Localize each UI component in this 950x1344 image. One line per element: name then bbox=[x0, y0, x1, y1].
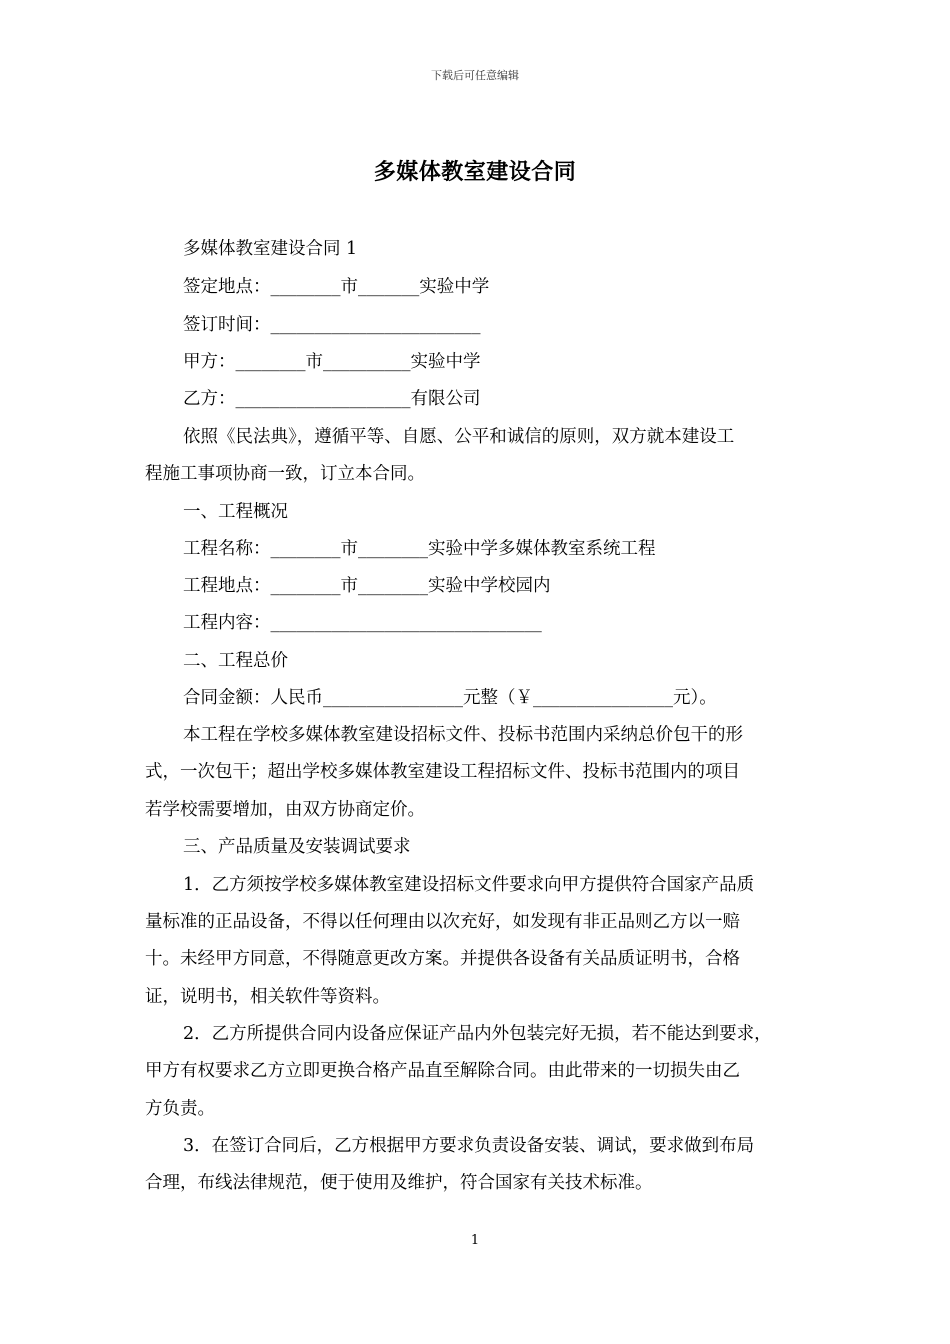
paragraph-line: 式，一次包干；超出学校多媒体教室建设工程招标文件、投标书范围内的项目 bbox=[145, 762, 740, 782]
section-heading: 一、工程概况 bbox=[183, 502, 288, 522]
page-number: 1 bbox=[470, 1233, 480, 1248]
paragraph-line: 合理，布线法律规范，便于使用及维护，符合国家有关技术标准。 bbox=[145, 1173, 653, 1193]
paragraph-line: 2．乙方所提供合同内设备应保证产品内外包装完好无损，若不能达到要求， bbox=[183, 1024, 772, 1044]
party-b-line: 乙方：____________________有限公司 bbox=[183, 389, 481, 409]
project-location-line: 工程地点：________市________实验中学校园内 bbox=[183, 576, 551, 596]
paragraph-line: 证，说明书，相关软件等资料。 bbox=[145, 987, 390, 1007]
document-title: 多媒体教室建设合同 bbox=[373, 159, 577, 185]
paragraph-line: 3．在签订合同后，乙方根据甲方要求负责设备安装、调试，要求做到布局 bbox=[183, 1136, 755, 1156]
signing-place-line: 签定地点：________市_______实验中学 bbox=[183, 277, 490, 297]
preamble-line: 依照《民法典》，遵循平等、自愿、公平和诚信的原则，双方就本建设工 bbox=[183, 427, 735, 447]
project-content-line: 工程内容：_______________________________ bbox=[183, 613, 542, 633]
paragraph-line: 若学校需要增加，由双方协商定价。 bbox=[145, 800, 425, 820]
party-a-line: 甲方：________市__________实验中学 bbox=[183, 352, 481, 372]
contract-amount-line: 合同金额：人民币________________元整（￥________________元）。 bbox=[183, 688, 717, 708]
paragraph-line: 十。未经甲方同意，不得随意更改方案。并提供各设备有关品质证明书，合格 bbox=[145, 949, 740, 969]
paragraph-line: 方负责。 bbox=[145, 1099, 215, 1119]
paragraph-subtitle: 多媒体教室建设合同 1 bbox=[183, 239, 358, 259]
paragraph-line: 量标准的正品设备，不得以任何理由以次充好，如发现有非正品则乙方以一赔 bbox=[145, 912, 740, 932]
paragraph-line: 本工程在学校多媒体教室建设招标文件、投标书范围内采纳总价包干的形 bbox=[183, 725, 743, 745]
signing-time-line: 签订时间：________________________ bbox=[183, 315, 481, 335]
header-note: 下载后可任意编辑 bbox=[431, 69, 519, 82]
preamble-line: 程施工事项协商一致，订立本合同。 bbox=[145, 464, 425, 484]
paragraph-line: 甲方有权要求乙方立即更换合格产品直至解除合同。由此带来的一切损失由乙 bbox=[145, 1061, 740, 1081]
paragraph-line: 1．乙方须按学校多媒体教室建设招标文件要求向甲方提供符合国家产品质 bbox=[183, 875, 755, 895]
section-heading: 二、工程总价 bbox=[183, 651, 288, 671]
project-name-line: 工程名称：________市________实验中学多媒体教室系统工程 bbox=[183, 539, 656, 559]
section-heading: 三、产品质量及安装调试要求 bbox=[183, 837, 411, 857]
